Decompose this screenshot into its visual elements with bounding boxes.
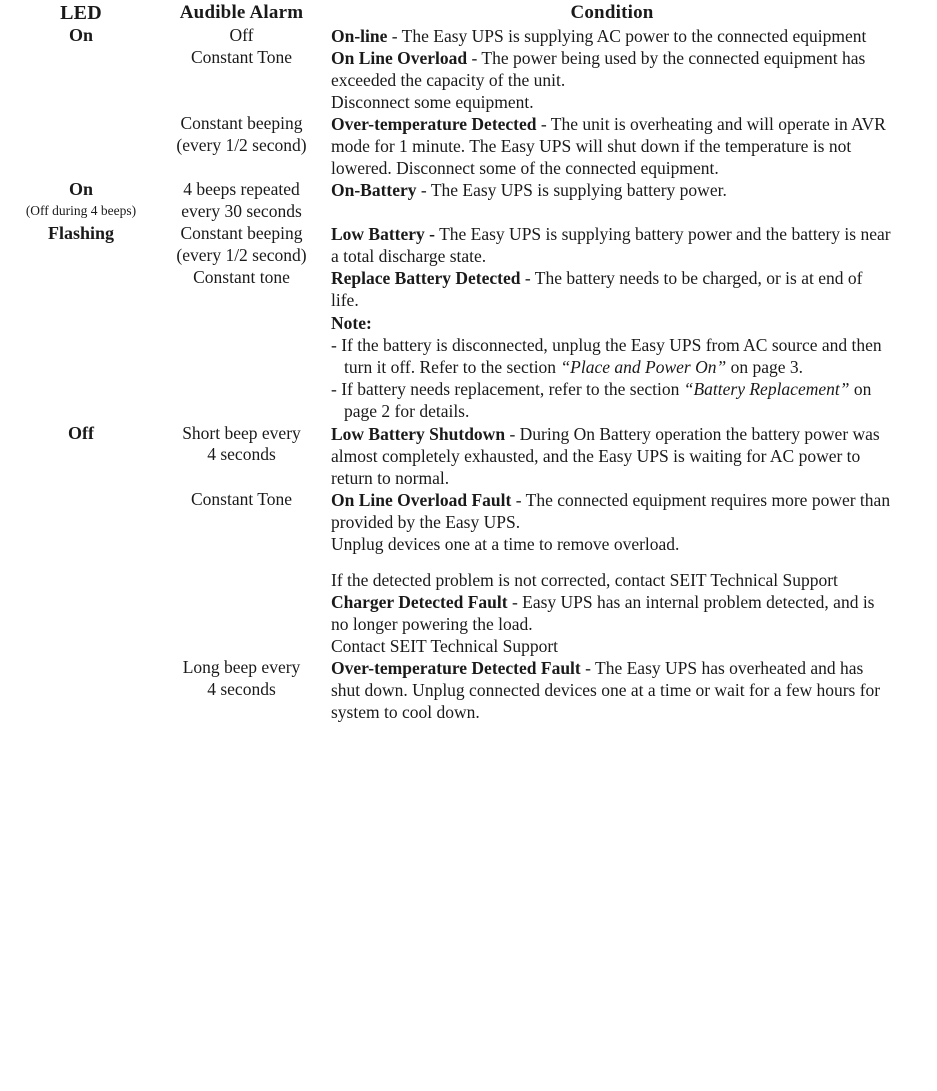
condition-text: Easy UPS has an internal problem detected, and is no longer powering the load. bbox=[331, 591, 875, 634]
led-state-sublabel: (Off during 4 beeps) bbox=[25, 203, 137, 219]
condition-cell bbox=[331, 489, 893, 591]
led-state-cell bbox=[10, 423, 152, 724]
alarm-cell bbox=[152, 657, 331, 723]
condition-text-3: If the detected problem is not corrected, contact SEIT Technical Support bbox=[331, 569, 838, 590]
alarm-label: Constant Tone bbox=[190, 488, 293, 509]
condition-text: The power being used by the connected equipment has exceeded the capacity of the unit. bbox=[331, 48, 866, 91]
note-bullet-suffix: on page 2 for details. bbox=[344, 379, 872, 422]
alarm-label-line1: Short beep every bbox=[182, 422, 301, 443]
alarm-label-line1: Long beep every bbox=[182, 656, 301, 677]
table-header bbox=[10, 2, 893, 25]
condition-dash: - bbox=[505, 423, 520, 444]
condition-title: Replace Battery Detected bbox=[331, 268, 521, 289]
condition-cell bbox=[331, 657, 893, 723]
alarm-cell bbox=[152, 223, 331, 267]
condition-cell bbox=[331, 423, 893, 489]
condition-text: The Easy UPS is supplying battery power and the battery is near a total discharge state. bbox=[331, 224, 891, 267]
led-state-label: On bbox=[68, 179, 93, 200]
note-bullet-italic: “Battery Replacement” bbox=[683, 379, 850, 400]
led-state-label: On bbox=[68, 25, 93, 45]
alarm-label-line1: Constant beeping bbox=[180, 223, 303, 244]
condition-cell bbox=[331, 223, 893, 267]
condition-title: Low Battery - bbox=[331, 224, 436, 245]
alarm-cell bbox=[152, 25, 331, 47]
condition-cell bbox=[331, 179, 893, 223]
note-bullet bbox=[331, 334, 893, 378]
alarm-label-line2: every 30 seconds bbox=[181, 201, 302, 222]
alarm-cell bbox=[152, 267, 331, 422]
alarm-cell bbox=[152, 423, 331, 489]
alarm-cell bbox=[152, 489, 331, 657]
condition-text: The Easy UPS has overheated and has shut down. Unplug connected devices one at a time or wait for a few hours for system to cool down. bbox=[331, 657, 881, 723]
condition-text-2: Unplug devices one at a time to remove overload. bbox=[331, 533, 680, 554]
condition-cell bbox=[331, 47, 893, 113]
alarm-label-line2: 4 seconds bbox=[207, 678, 276, 699]
led-state-label: Off bbox=[68, 422, 94, 443]
condition-title: Over-temperature Detected Fault bbox=[331, 657, 581, 678]
condition-title: Charger Detected Fault bbox=[331, 591, 508, 612]
alarm-cell bbox=[152, 47, 331, 113]
condition-title: On-line bbox=[331, 26, 388, 46]
led-state-cell bbox=[10, 25, 152, 179]
condition-title: On Line Overload Fault bbox=[331, 489, 512, 510]
table-row bbox=[10, 25, 893, 47]
condition-text: The unit is overheating and will operate in AVR mode for 1 minute. The Easy UPS will shut down if the temperature is not lowered. Disconnect some of the connected equipment. bbox=[331, 114, 886, 179]
alarm-label-line2: (every 1/2 second) bbox=[176, 135, 307, 156]
alarm-label: Off bbox=[229, 25, 254, 45]
condition-title: On-Battery bbox=[331, 180, 417, 201]
condition-text: The connected equipment requires more power than provided by the Easy UPS. bbox=[331, 489, 891, 532]
condition-dash: - bbox=[511, 489, 526, 510]
condition-cell bbox=[331, 113, 893, 179]
condition-dash: - bbox=[387, 26, 402, 46]
alarm-label-line1: 4 beeps repeated bbox=[183, 179, 300, 200]
condition-title: Low Battery Shutdown bbox=[331, 423, 506, 444]
condition-title: On Line Overload bbox=[331, 48, 468, 69]
alarm-label-line1: Constant beeping bbox=[180, 113, 303, 134]
alarm-cell bbox=[152, 113, 331, 179]
led-state-cell bbox=[10, 179, 152, 223]
note-bullet bbox=[331, 378, 893, 422]
table-row bbox=[10, 179, 893, 223]
table-row bbox=[10, 223, 893, 267]
condition-text: The battery needs to be charged, or is at end of life. bbox=[331, 268, 863, 311]
alarm-cell bbox=[152, 179, 331, 223]
condition-cell bbox=[331, 25, 893, 47]
note-bullet-italic: “Place and Power On” bbox=[560, 357, 727, 378]
condition-cell bbox=[331, 591, 893, 657]
condition-text: During On Battery operation the battery power was almost completely exhausted, and the Easy UPS is waiting for AC power to return to normal. bbox=[331, 423, 880, 488]
condition-cell bbox=[331, 267, 893, 422]
condition-dash: - bbox=[536, 114, 551, 135]
led-status-table bbox=[10, 2, 893, 723]
paragraph-spacer bbox=[331, 555, 893, 569]
alarm-label-line2: (every 1/2 second) bbox=[176, 244, 307, 265]
condition-title: Over-temperature Detected bbox=[331, 114, 537, 135]
note-bullet-prefix: - If the battery is disconnected, unplug the Easy UPS from AC source and then turn it off. Refer to the section bbox=[331, 335, 882, 378]
condition-text-2: Contact SEIT Technical Support bbox=[331, 635, 559, 656]
note-bullet-suffix: on page 3. bbox=[726, 357, 803, 378]
condition-dash: - bbox=[507, 591, 523, 612]
condition-dash: - bbox=[416, 180, 431, 201]
condition-dash: - bbox=[520, 268, 535, 289]
table-row bbox=[10, 423, 893, 489]
alarm-label: Constant tone bbox=[193, 267, 290, 288]
column-header-led: LED bbox=[60, 2, 102, 24]
column-header-condition: Condition bbox=[570, 2, 654, 23]
led-state-cell bbox=[10, 223, 152, 422]
note-bullet-prefix: - If battery needs replacement, refer to the section bbox=[331, 379, 684, 400]
header-row bbox=[10, 2, 893, 25]
condition-text: The Easy UPS is supplying AC power to the connected equipment bbox=[401, 26, 867, 46]
alarm-label-line2: 4 seconds bbox=[207, 444, 276, 465]
note-label: Note: bbox=[331, 313, 372, 334]
condition-dash: - bbox=[467, 48, 482, 69]
alarm-label: Constant Tone bbox=[190, 47, 293, 68]
condition-text-2: Disconnect some equipment. bbox=[331, 92, 534, 113]
led-state-label: Flashing bbox=[47, 223, 115, 244]
condition-dash: - bbox=[580, 657, 596, 678]
table-body bbox=[10, 25, 893, 723]
column-header-audible-alarm: Audible Alarm bbox=[179, 2, 304, 23]
condition-text: The Easy UPS is supplying battery power. bbox=[430, 180, 727, 201]
